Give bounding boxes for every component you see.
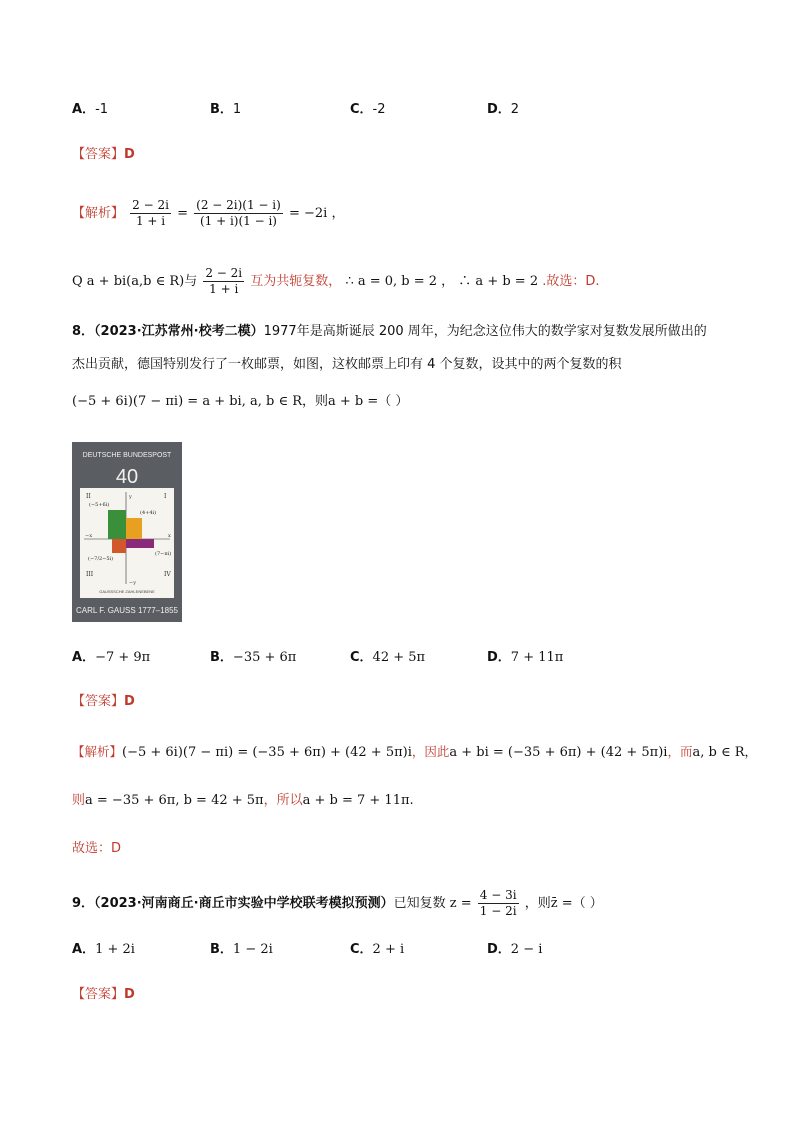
stamp-quadrant-1: I — [164, 493, 167, 500]
q9-option-a: A．1 + 2i — [72, 942, 135, 957]
stamp-z1-label: (−5+6i) — [89, 502, 110, 508]
stamp-x-label: x — [168, 533, 171, 539]
q8-option-d: D．7 + 11π — [487, 650, 564, 665]
stamp-y-label: y — [129, 494, 132, 500]
stamp-purple-rect — [126, 539, 154, 548]
q7-option-a: A．-1 — [72, 102, 109, 117]
stamp-quadrant-2: II — [86, 493, 91, 500]
stamp-minus-y-label: −y — [129, 580, 137, 586]
stamp-quadrant-3: III — [86, 571, 94, 578]
stamp-z3-label: (7−πi) — [155, 551, 172, 557]
q7-frac2: $\frac{(2 - 2i)(1 - i)}{(1 + i)(1 - i)}$ — [196, 198, 281, 228]
q7-analysis-line2: Q a + bi(a,b ∈ R)与 $\frac{2 - 2i}{1 + i}$ 互为共轭复数， ∴ a = 0, b = 2 ， ∴ a + b = 2 .故选：D. — [72, 266, 600, 296]
q7-option-b: B．1 — [210, 102, 242, 117]
q9-answer: 【答案】D — [72, 987, 135, 1002]
q7-frac1: $\frac{2 - 2i}{1 + i}$ — [132, 198, 169, 228]
q8-analysis-line1: 【解析】(−5 + 6i)(7 − πi) = (−35 + 6π) + (42 + 5π)i，因此a + bi = (−35 + 6π) + (42 + 5π)i，而a, b ∈ R， — [72, 744, 758, 760]
stamp-quadrant-4: IV — [164, 571, 171, 578]
stamp-minus-x-label: −x — [85, 533, 93, 539]
q7-analysis-line1: 【解析】 $\frac{2 - 2i}{1 + i}$ = $\frac{(2 - 2i)(1 - i)}{(1 + i)(1 - i)}$ = −2i ， — [72, 198, 345, 228]
q8-option-a: A．−7 + 9π — [72, 650, 151, 665]
q8-option-b: B．−35 + 6π — [210, 650, 297, 665]
stamp-header: DEUTSCHE BUNDESPOST — [82, 452, 172, 459]
stamp-green-square — [108, 510, 126, 539]
q9-option-c: C．2 + i — [350, 942, 405, 957]
q9-frac: $\frac{4 - 3i}{1 - 2i}$ — [479, 888, 517, 918]
q7-option-d: D．2 — [487, 102, 520, 117]
stamp-z4-label: (−7/2−5i) — [88, 556, 114, 562]
q8-analysis-line2: 则a = −35 + 6π, b = 42 + 5π，所以a + b = 7 + 11π. — [72, 793, 414, 808]
q8-stem-line3: (−5 + 6i)(7 − πi) = a + bi, a, b ∈ R，则a + b =（ ） — [72, 394, 409, 409]
stamp-red-square — [112, 539, 126, 553]
q9-stem: 9．（2023·河南商丘·商丘市实验中学校联考模拟预测）已知复数 z = $\frac{4 - 3i}{1 - 2i}$ ，则z̄ =（ ） — [72, 888, 603, 918]
q8-conclusion: 故选：D — [72, 841, 122, 856]
stamp-z2-label: (4+4i) — [140, 510, 157, 516]
q8-option-c: C．42 + 5π — [350, 650, 426, 665]
q8-stem-line2: 杰出贡献，德国特别发行了一枚邮票，如图，这枚邮票上印有 4 个复数，设其中的两个复数的积 — [72, 357, 622, 372]
q8-stem-line1: 8．（2023·江苏常州·校考二模）1977年是高斯诞辰 200 周年，为纪念这位伟大的数学家对复数发展所做出的 — [72, 324, 707, 339]
q9-option-d: D．2 − i — [487, 942, 543, 957]
stamp-orange-square — [126, 518, 142, 539]
q9-option-b: B．1 − 2i — [210, 942, 273, 957]
q7-answer: 【答案】D — [72, 147, 135, 162]
q7-frac3: $\frac{2 - 2i}{1 + i}$ — [205, 266, 243, 296]
stamp-value: 40 — [115, 466, 139, 488]
stamp-caption: GAUSSSCHE ZAHLENEBENE — [99, 589, 155, 594]
q7-option-c: C．-2 — [350, 102, 386, 117]
stamp-footer: CARL F. GAUSS 1777–1855 — [76, 606, 178, 615]
gauss-stamp-image — [72, 442, 182, 622]
q8-answer: 【答案】D — [72, 694, 135, 709]
